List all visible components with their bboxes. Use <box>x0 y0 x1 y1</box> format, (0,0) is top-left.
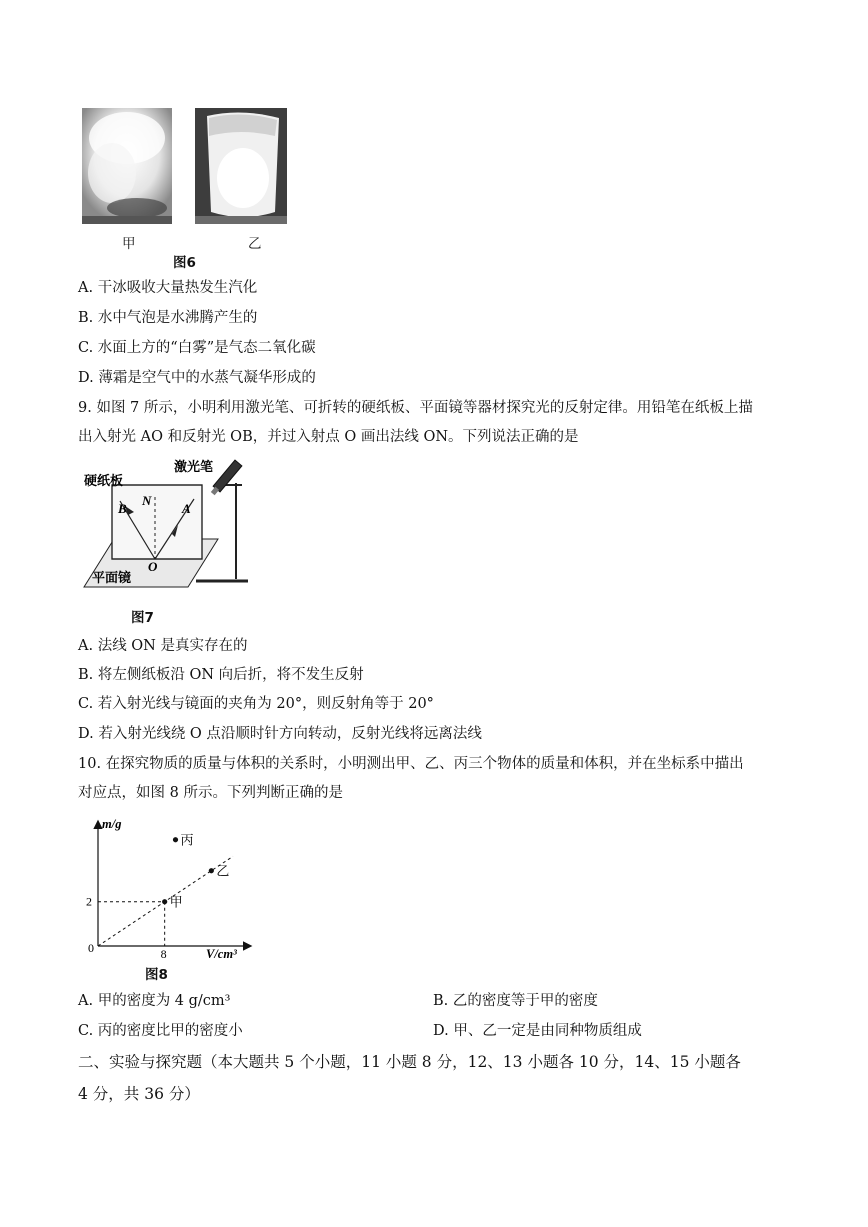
data-point-0 <box>162 899 167 904</box>
q8-option-b: B. 水中气泡是水沸腾产生的 <box>78 310 258 326</box>
fig8-xlabel: V/cm³ <box>206 947 237 961</box>
q9-option-d: D. 若入射光线绕 O 点沿顺时针方向转动，反射光线将远离法线 <box>78 726 482 742</box>
q8-option-d: D. 薄霜是空气中的水蒸气凝华形成的 <box>78 370 316 386</box>
fig8-tick-y: 2 <box>86 894 92 909</box>
q8-option-c: C. 水面上方的“白雾”是气态二氧化碳 <box>78 340 316 356</box>
fig7-label-o: O <box>148 559 158 574</box>
data-label-0: 甲 <box>169 894 183 910</box>
fig7-label-b: B <box>118 501 127 516</box>
section2-heading-line1: 二、实验与探究题（本大题共 5 个小题，11 小题 8 分，12、13 小题各 10 分，14、15 小题各 <box>78 1053 741 1071</box>
q9-option-a: A. 法线 ON 是真实存在的 <box>78 638 248 654</box>
dry-ice-smoke-image <box>82 108 172 224</box>
q10-option-c: C. 丙的密度比甲的密度小 <box>78 1023 243 1039</box>
fig7-diagram <box>78 455 268 595</box>
fig6-caption: 图6 <box>173 255 196 271</box>
fig8-origin-label: 0 <box>88 941 94 955</box>
fig6-label-yi: 乙 <box>248 236 262 252</box>
q9-stem-line1: 9. 如图 7 所示，小明利用激光笔、可折转的硬纸板、平面镜等器材探究光的反射定律。用铅笔在纸板上描 <box>78 400 753 416</box>
q10-option-d: D. 甲、乙一定是由同种物质组成 <box>433 1023 642 1039</box>
q9-option-c: C. 若入射光线与镜面的夹角为 20°，则反射角等于 20° <box>78 696 434 712</box>
cardboard <box>112 485 202 559</box>
fig7-label-n: N <box>142 493 152 508</box>
data-label-2: 丙 <box>180 832 194 848</box>
fig6-photo-right <box>195 108 287 224</box>
q9-stem-line2: 出入射光 AO 和反射光 OB，并过入射点 O 画出法线 ON。下列说法正确的是 <box>78 429 579 445</box>
fig7-caption: 图7 <box>131 610 154 626</box>
fig8-ylabel: m/g <box>102 817 122 831</box>
data-label-1: 乙 <box>216 863 230 879</box>
fig7-label-board: 硬纸板 <box>84 473 124 488</box>
section2-heading-line2: 4 分，共 36 分） <box>78 1085 200 1103</box>
q10-option-a: A. 甲的密度为 4 g/cm³ <box>78 993 231 1009</box>
fig7-label-mirror: 平面镜 <box>92 570 132 585</box>
fig6-photo-left <box>82 108 172 224</box>
q10-stem-line2: 对应点，如图 8 所示。下列判断正确的是 <box>78 785 343 801</box>
fig6-label-jia: 甲 <box>122 236 136 252</box>
fig7-label-laser: 激光笔 <box>174 459 214 474</box>
q8-option-a: A. 干冰吸收大量热发生汽化 <box>78 280 258 296</box>
q9-option-b: B. 将左侧纸板沿 ON 向后折，将不发生反射 <box>78 667 364 683</box>
data-point-2 <box>173 837 178 842</box>
fig8-caption: 图8 <box>145 967 168 983</box>
frosted-beaker-image <box>195 108 287 224</box>
fig8-tick-x: 8 <box>160 947 167 961</box>
q10-option-b: B. 乙的密度等于甲的密度 <box>433 993 598 1009</box>
q10-stem-line1: 10. 在探究物质的质量与体积的关系时，小明测出甲、乙、丙三个物体的质量和体积，并在坐标系中描出 <box>78 756 744 772</box>
data-point-1 <box>209 868 214 873</box>
fig7-label-a: A <box>182 501 191 516</box>
fig8-chart <box>80 812 260 962</box>
